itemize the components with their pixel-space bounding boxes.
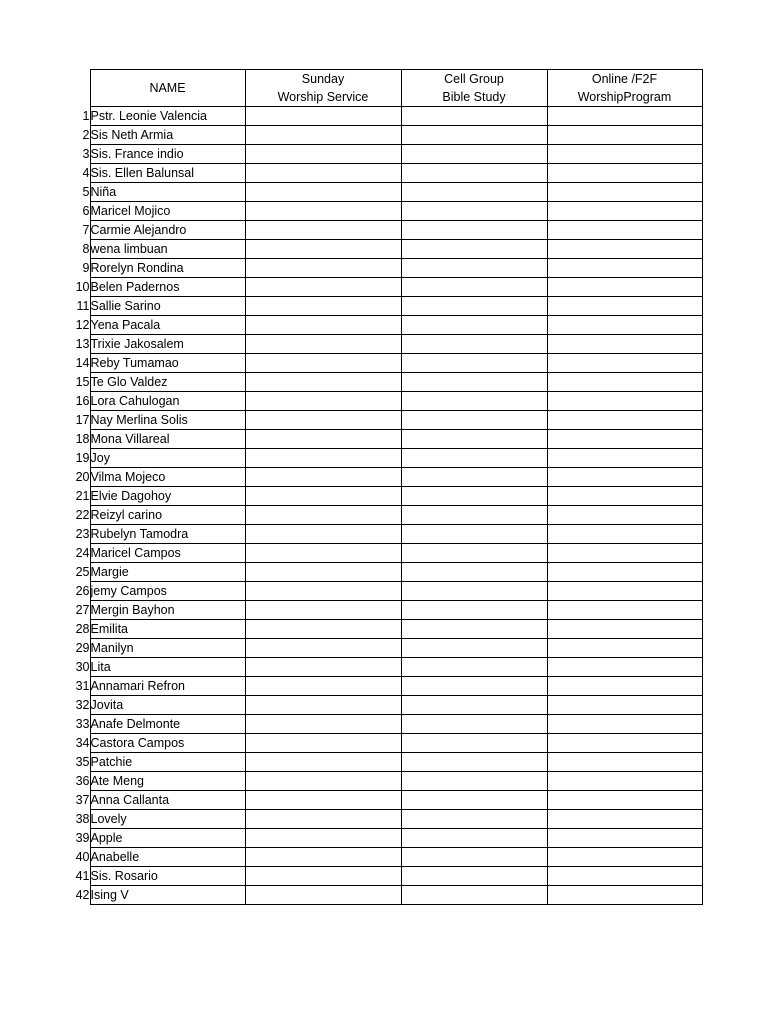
member-name: Te Glo Valdez: [90, 373, 245, 392]
member-name: Sallie Sarino: [90, 297, 245, 316]
cell-group-cell[interactable]: [401, 430, 547, 449]
sunday-worship-cell[interactable]: [245, 126, 401, 145]
member-name: Rubelyn Tamodra: [90, 525, 245, 544]
cell-group-cell[interactable]: [401, 126, 547, 145]
cell-group-cell[interactable]: [401, 202, 547, 221]
online-worship-cell[interactable]: [547, 145, 702, 164]
row-number: 6: [82, 204, 90, 218]
cell-group-cell[interactable]: [401, 506, 547, 525]
cell-group-cell[interactable]: [401, 734, 547, 753]
table-row: [60, 829, 702, 848]
sunday-worship-cell[interactable]: [245, 582, 401, 601]
sunday-worship-cell[interactable]: [245, 620, 401, 639]
sunday-worship-cell[interactable]: [245, 240, 401, 259]
member-name: Vilma Mojeco: [90, 468, 245, 487]
table-row: [60, 373, 702, 392]
row-number: 19: [75, 451, 90, 465]
row-number: 1: [82, 109, 90, 123]
cell-group-cell[interactable]: [401, 449, 547, 468]
table-row: [60, 354, 702, 373]
row-number: 33: [75, 717, 90, 731]
row-number: 36: [75, 774, 90, 788]
table-row: [60, 563, 702, 582]
table-row: [60, 411, 702, 430]
table-row: [60, 335, 702, 354]
member-name: Castora Campos: [90, 734, 245, 753]
online-worship-cell[interactable]: [547, 848, 702, 867]
cell-group-cell[interactable]: [401, 715, 547, 734]
table-row: [60, 468, 702, 487]
sunday-worship-cell[interactable]: [245, 487, 401, 506]
sunday-worship-cell[interactable]: [245, 696, 401, 715]
sunday-worship-cell[interactable]: [245, 297, 401, 316]
online-worship-cell[interactable]: [547, 582, 702, 601]
member-name: Manilyn: [90, 639, 245, 658]
row-number: 9: [82, 261, 90, 275]
header-sunday-line2: Worship Service: [277, 90, 369, 104]
cell-group-cell[interactable]: [401, 886, 547, 905]
member-name: Elvie Dagohoy: [90, 487, 245, 506]
member-name: Mona Villareal: [90, 430, 245, 449]
sunday-worship-cell[interactable]: [245, 259, 401, 278]
online-worship-cell[interactable]: [547, 202, 702, 221]
table-row: [60, 278, 702, 297]
row-number: 38: [75, 812, 90, 826]
cell-group-cell[interactable]: [401, 259, 547, 278]
online-worship-cell[interactable]: [547, 297, 702, 316]
header-online-line2: WorshipProgram: [577, 90, 672, 104]
online-worship-cell[interactable]: [547, 525, 702, 544]
header-cell-group: [401, 70, 547, 107]
table-row: [60, 259, 702, 278]
online-worship-cell[interactable]: [547, 753, 702, 772]
cell-group-cell[interactable]: [401, 354, 547, 373]
row-number: 10: [75, 280, 90, 294]
header-cell-line1: Cell Group: [444, 72, 504, 86]
member-name: Margie: [90, 563, 245, 582]
member-name: Sis. Ellen Balunsal: [90, 164, 245, 183]
header-row: [60, 70, 702, 107]
row-number: 13: [75, 337, 90, 351]
member-name: Carmie Alejandro: [90, 221, 245, 240]
sunday-worship-cell[interactable]: [245, 734, 401, 753]
sunday-worship-cell[interactable]: [245, 601, 401, 620]
table-row: [60, 753, 702, 772]
online-worship-cell[interactable]: [547, 563, 702, 582]
online-worship-cell[interactable]: [547, 867, 702, 886]
member-name: Lora Cahulogan: [90, 392, 245, 411]
row-number: 22: [75, 508, 90, 522]
table-row: [60, 544, 702, 563]
sunday-worship-cell[interactable]: [245, 392, 401, 411]
row-number: 35: [75, 755, 90, 769]
table-row: [60, 810, 702, 829]
online-worship-cell[interactable]: [547, 392, 702, 411]
sunday-worship-cell[interactable]: [245, 145, 401, 164]
member-name: Jovita: [90, 696, 245, 715]
row-number: 8: [82, 242, 90, 256]
member-name: Belen Padernos: [90, 278, 245, 297]
row-number: 18: [75, 432, 90, 446]
row-number: 30: [75, 660, 90, 674]
row-number: 25: [75, 565, 90, 579]
cell-group-cell[interactable]: [401, 525, 547, 544]
table-row: [60, 867, 702, 886]
online-worship-cell[interactable]: [547, 810, 702, 829]
sunday-worship-cell[interactable]: [245, 354, 401, 373]
row-number: 31: [75, 679, 90, 693]
header-name-label: NAME: [149, 81, 186, 95]
sunday-worship-cell[interactable]: [245, 202, 401, 221]
member-name: Emilita: [90, 620, 245, 639]
member-name: Sis. Rosario: [90, 867, 245, 886]
table-row: [60, 126, 702, 145]
cell-group-cell[interactable]: [401, 848, 547, 867]
cell-group-cell[interactable]: [401, 677, 547, 696]
table-row: [60, 240, 702, 259]
cell-group-cell[interactable]: [401, 335, 547, 354]
member-name: jemy Campos: [90, 582, 245, 601]
online-worship-cell[interactable]: [547, 601, 702, 620]
table-row: [60, 506, 702, 525]
cell-group-cell[interactable]: [401, 411, 547, 430]
header-name: [90, 70, 245, 107]
row-number: 17: [75, 413, 90, 427]
attendance-sheet: [60, 69, 703, 905]
cell-group-cell[interactable]: [401, 582, 547, 601]
member-name: Lovely: [90, 810, 245, 829]
member-name: Reby Tumamao: [90, 354, 245, 373]
member-name: Reizyl carino: [90, 506, 245, 525]
online-worship-cell[interactable]: [547, 772, 702, 791]
cell-group-cell[interactable]: [401, 316, 547, 335]
sunday-worship-cell[interactable]: [245, 753, 401, 772]
member-name: Trixie Jakosalem: [90, 335, 245, 354]
cell-group-cell[interactable]: [401, 221, 547, 240]
online-worship-cell[interactable]: [547, 677, 702, 696]
online-worship-cell[interactable]: [547, 829, 702, 848]
sunday-worship-cell[interactable]: [245, 430, 401, 449]
online-worship-cell[interactable]: [547, 240, 702, 259]
member-name: Pstr. Leonie Valencia: [90, 107, 245, 126]
row-number: 40: [75, 850, 90, 864]
cell-group-cell[interactable]: [401, 240, 547, 259]
cell-group-cell[interactable]: [401, 829, 547, 848]
header-online-worship: [547, 70, 702, 107]
member-name: Sis Neth Armia: [90, 126, 245, 145]
cell-group-cell[interactable]: [401, 468, 547, 487]
attendance-table: [60, 69, 703, 905]
table-row: [60, 297, 702, 316]
header-online-line1: Online /F2F: [591, 72, 658, 86]
sunday-worship-cell[interactable]: [245, 183, 401, 202]
member-name: Lita: [90, 658, 245, 677]
row-number: 37: [75, 793, 90, 807]
header-number-cell: [60, 70, 90, 107]
cell-group-cell[interactable]: [401, 145, 547, 164]
header-sunday-line1: Sunday: [301, 72, 345, 86]
row-number: 16: [75, 394, 90, 408]
sunday-worship-cell[interactable]: [245, 715, 401, 734]
member-name: Anabelle: [90, 848, 245, 867]
cell-group-cell[interactable]: [401, 696, 547, 715]
online-worship-cell[interactable]: [547, 658, 702, 677]
online-worship-cell[interactable]: [547, 126, 702, 145]
cell-group-cell[interactable]: [401, 487, 547, 506]
sunday-worship-cell[interactable]: [245, 544, 401, 563]
header-sunday-worship: [245, 70, 401, 107]
member-name: Sis. France indio: [90, 145, 245, 164]
cell-group-cell[interactable]: [401, 753, 547, 772]
row-number: 15: [75, 375, 90, 389]
member-name: Mergin Bayhon: [90, 601, 245, 620]
member-name: Anafe Delmonte: [90, 715, 245, 734]
online-worship-cell[interactable]: [547, 544, 702, 563]
cell-group-cell[interactable]: [401, 297, 547, 316]
member-name: wena limbuan: [90, 240, 245, 259]
online-worship-cell[interactable]: [547, 107, 702, 126]
cell-group-cell[interactable]: [401, 620, 547, 639]
row-number: 24: [75, 546, 90, 560]
cell-group-cell[interactable]: [401, 107, 547, 126]
cell-group-cell[interactable]: [401, 392, 547, 411]
member-name: Annamari Refron: [90, 677, 245, 696]
row-number: 39: [75, 831, 90, 845]
online-worship-cell[interactable]: [547, 734, 702, 753]
online-worship-cell[interactable]: [547, 316, 702, 335]
row-number: 11: [76, 299, 90, 313]
row-number: 4: [82, 166, 90, 180]
cell-group-cell[interactable]: [401, 639, 547, 658]
sunday-worship-cell[interactable]: [245, 772, 401, 791]
sunday-worship-cell[interactable]: [245, 164, 401, 183]
sunday-worship-cell[interactable]: [245, 411, 401, 430]
row-number: 20: [75, 470, 90, 484]
row-number: 41: [75, 869, 90, 883]
sunday-worship-cell[interactable]: [245, 525, 401, 544]
table-row: [60, 487, 702, 506]
cell-group-cell[interactable]: [401, 563, 547, 582]
table-row: [60, 772, 702, 791]
table-row: [60, 430, 702, 449]
online-worship-cell[interactable]: [547, 449, 702, 468]
table-row: [60, 183, 702, 202]
table-row: [60, 848, 702, 867]
sunday-worship-cell[interactable]: [245, 829, 401, 848]
sunday-worship-cell[interactable]: [245, 373, 401, 392]
cell-group-cell[interactable]: [401, 810, 547, 829]
row-number: 14: [75, 356, 90, 370]
table-row: [60, 886, 702, 905]
online-worship-cell[interactable]: [547, 430, 702, 449]
sunday-worship-cell[interactable]: [245, 449, 401, 468]
sunday-worship-cell[interactable]: [245, 886, 401, 905]
row-number: 27: [75, 603, 90, 617]
sunday-worship-cell[interactable]: [245, 506, 401, 525]
cell-group-cell[interactable]: [401, 772, 547, 791]
online-worship-cell[interactable]: [547, 183, 702, 202]
sunday-worship-cell[interactable]: [245, 810, 401, 829]
row-number: 34: [75, 736, 90, 750]
sunday-worship-cell[interactable]: [245, 677, 401, 696]
member-name: Ising V: [90, 886, 245, 905]
sunday-worship-cell[interactable]: [245, 221, 401, 240]
cell-group-cell[interactable]: [401, 658, 547, 677]
sunday-worship-cell[interactable]: [245, 658, 401, 677]
online-worship-cell[interactable]: [547, 620, 702, 639]
online-worship-cell[interactable]: [547, 506, 702, 525]
member-name: Anna Callanta: [90, 791, 245, 810]
row-number: 28: [75, 622, 90, 636]
online-worship-cell[interactable]: [547, 373, 702, 392]
table-row: [60, 316, 702, 335]
row-number: 12: [75, 318, 90, 332]
table-row: [60, 202, 702, 221]
cell-group-cell[interactable]: [401, 867, 547, 886]
online-worship-cell[interactable]: [547, 715, 702, 734]
sunday-worship-cell[interactable]: [245, 791, 401, 810]
table-row: [60, 639, 702, 658]
member-name: Joy: [90, 449, 245, 468]
row-number: 2: [82, 128, 90, 142]
online-worship-cell[interactable]: [547, 335, 702, 354]
cell-group-cell[interactable]: [401, 544, 547, 563]
online-worship-cell[interactable]: [547, 696, 702, 715]
table-row: [60, 620, 702, 639]
row-number: 42: [75, 888, 90, 902]
table-row: [60, 791, 702, 810]
row-number: 26: [75, 584, 90, 598]
table-row: [60, 449, 702, 468]
online-worship-cell[interactable]: [547, 164, 702, 183]
table-row: [60, 221, 702, 240]
sunday-worship-cell[interactable]: [245, 639, 401, 658]
online-worship-cell[interactable]: [547, 411, 702, 430]
cell-group-cell[interactable]: [401, 278, 547, 297]
online-worship-cell[interactable]: [547, 468, 702, 487]
cell-group-cell[interactable]: [401, 183, 547, 202]
sunday-worship-cell[interactable]: [245, 278, 401, 297]
table-row: [60, 107, 702, 126]
member-name: Niña: [90, 183, 245, 202]
member-name: Patchie: [90, 753, 245, 772]
row-number: 7: [82, 223, 90, 237]
sunday-worship-cell[interactable]: [245, 867, 401, 886]
member-name: Ate Meng: [90, 772, 245, 791]
online-worship-cell[interactable]: [547, 259, 702, 278]
cell-group-cell[interactable]: [401, 373, 547, 392]
cell-group-cell[interactable]: [401, 791, 547, 810]
table-row: [60, 145, 702, 164]
table-row: [60, 658, 702, 677]
online-worship-cell[interactable]: [547, 886, 702, 905]
table-row: [60, 525, 702, 544]
online-worship-cell[interactable]: [547, 278, 702, 297]
sunday-worship-cell[interactable]: [245, 468, 401, 487]
online-worship-cell[interactable]: [547, 221, 702, 240]
table-row: [60, 696, 702, 715]
member-name: Apple: [90, 829, 245, 848]
sunday-worship-cell[interactable]: [245, 563, 401, 582]
table-row: [60, 677, 702, 696]
table-row: [60, 392, 702, 411]
table-row: [60, 734, 702, 753]
sunday-worship-cell[interactable]: [245, 848, 401, 867]
cell-group-cell[interactable]: [401, 164, 547, 183]
member-name: Maricel Mojico: [90, 202, 245, 221]
row-number: 21: [75, 489, 90, 503]
member-name: Maricel Campos: [90, 544, 245, 563]
table-row: [60, 715, 702, 734]
member-name: Rorelyn Rondina: [90, 259, 245, 278]
sunday-worship-cell[interactable]: [245, 316, 401, 335]
header-cell-line2: Bible Study: [442, 90, 506, 104]
cell-group-cell[interactable]: [401, 601, 547, 620]
member-name: Nay Merlina Solis: [90, 411, 245, 430]
online-worship-cell[interactable]: [547, 487, 702, 506]
member-name: Yena Pacala: [90, 316, 245, 335]
online-worship-cell[interactable]: [547, 354, 702, 373]
sunday-worship-cell[interactable]: [245, 335, 401, 354]
row-number: 32: [75, 698, 90, 712]
attendance-rows: [60, 107, 702, 905]
table-row: [60, 582, 702, 601]
row-number: 5: [82, 185, 90, 199]
table-row: [60, 601, 702, 620]
row-number: 3: [82, 147, 90, 161]
table-row: [60, 164, 702, 183]
row-number: 29: [75, 641, 90, 655]
online-worship-cell[interactable]: [547, 639, 702, 658]
sunday-worship-cell[interactable]: [245, 107, 401, 126]
online-worship-cell[interactable]: [547, 791, 702, 810]
row-number: 23: [75, 527, 90, 541]
